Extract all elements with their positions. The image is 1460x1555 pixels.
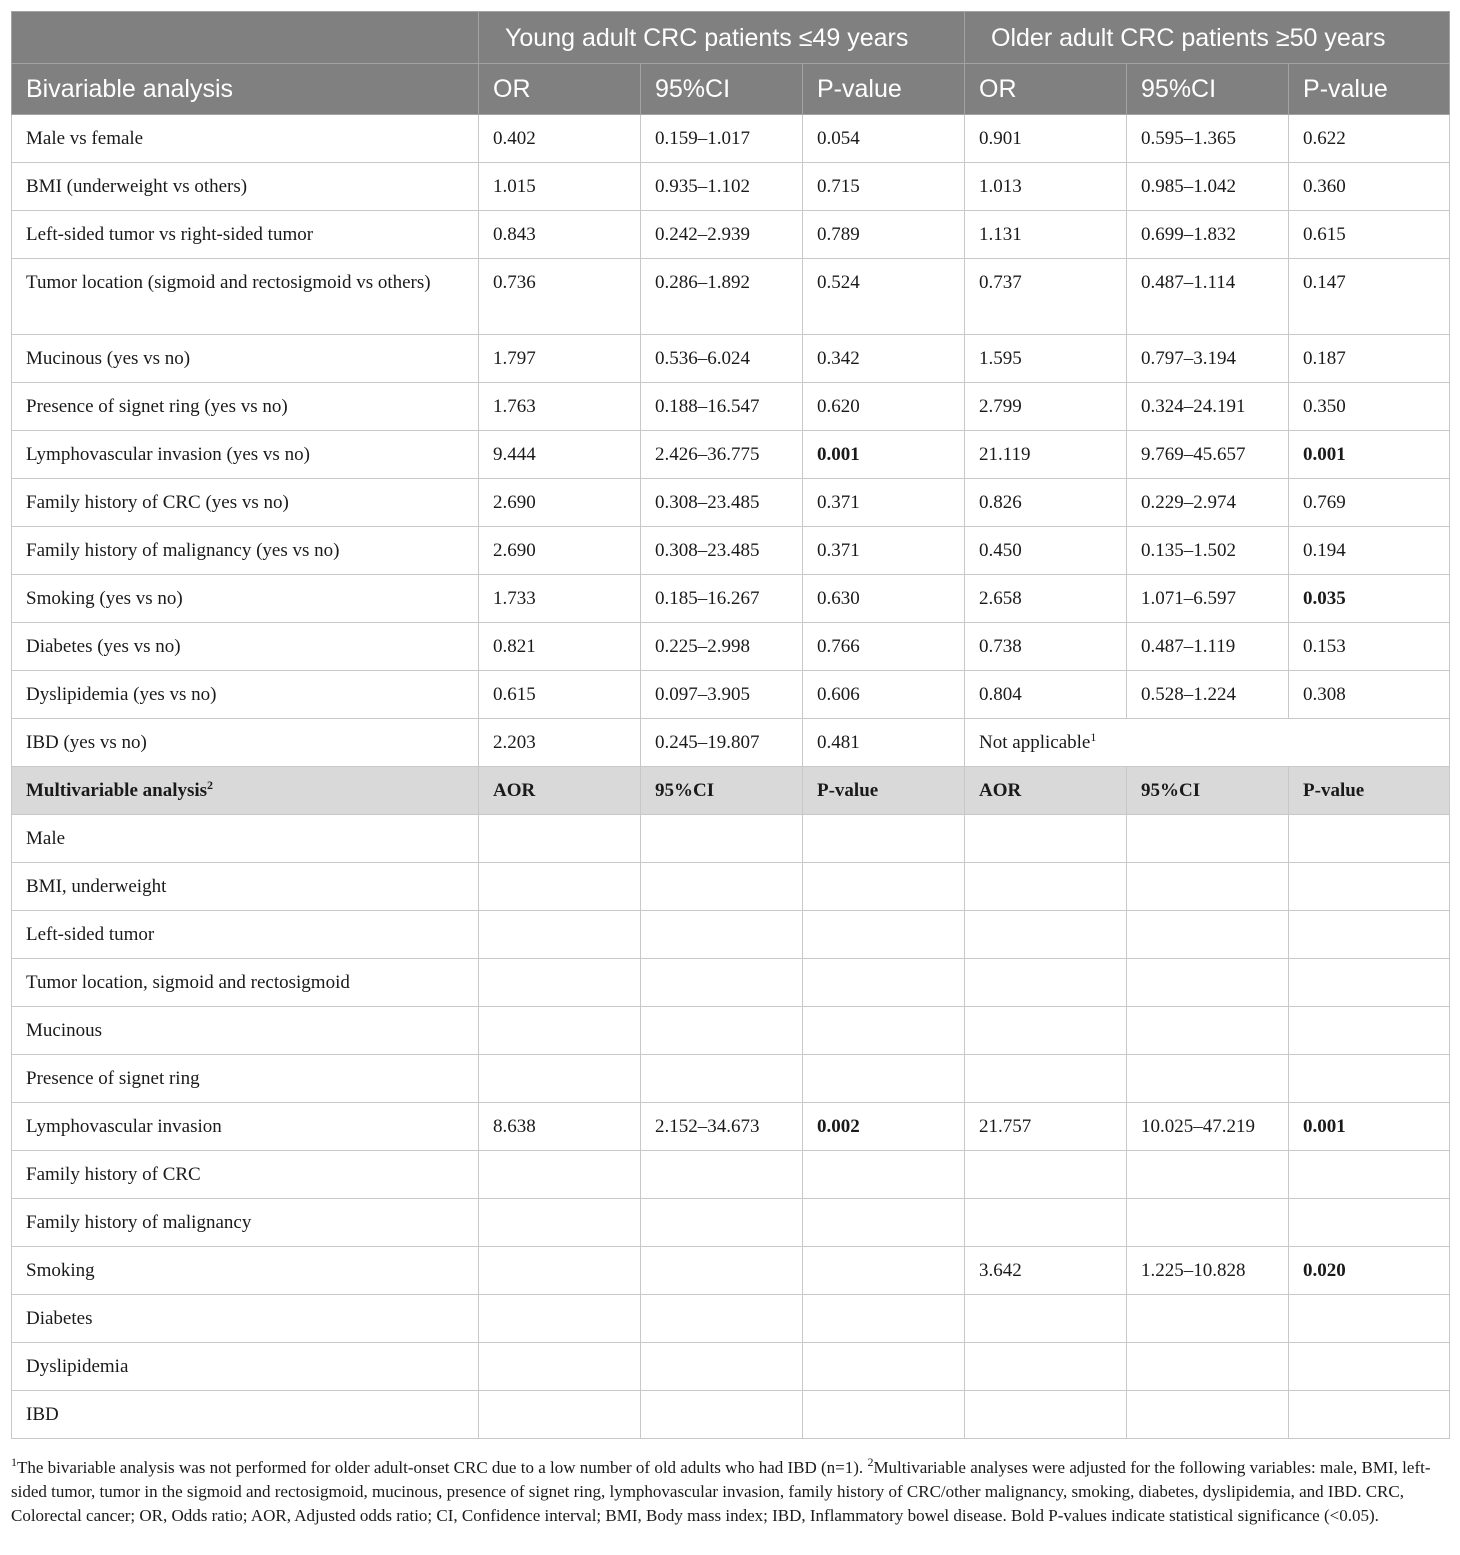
cell-y-p: 0.371 (803, 479, 965, 527)
cell-y-p: 0.789 (803, 211, 965, 259)
cell-o-p: 0.769 (1289, 479, 1450, 527)
table-row (12, 479, 1450, 527)
cell-o-ci (1127, 863, 1289, 911)
cell-o-ci: 0.985–1.042 (1127, 163, 1289, 211)
cell-o-or (965, 1199, 1127, 1247)
cell-y-ci: 0.159–1.017 (641, 115, 803, 163)
multi-col-header: AOR (479, 767, 641, 815)
cell-o-ci: 0.528–1.224 (1127, 671, 1289, 719)
cell-y-ci: 0.185–16.267 (641, 575, 803, 623)
cell-y-or (479, 1247, 641, 1295)
cell-o-p (1289, 959, 1450, 1007)
cell-y-p (803, 1247, 965, 1295)
row-label: Diabetes (yes vs no) (12, 623, 479, 671)
cell-y-p (803, 1055, 965, 1103)
cell-o-p: 0.001 (1289, 431, 1450, 479)
cell-o-ci: 0.595–1.365 (1127, 115, 1289, 163)
cell-o-ci: 0.797–3.194 (1127, 335, 1289, 383)
footnote-ref-1: 1 (1090, 730, 1097, 744)
cell-y-p (803, 911, 965, 959)
not-applicable-text: Not applicable (979, 732, 1091, 753)
cell-y-ci: 0.935–1.102 (641, 163, 803, 211)
table-row (12, 1103, 1450, 1151)
multivariable-label: Multivariable analysis (26, 780, 208, 801)
col-header-old-ci: 95%CI (1127, 64, 1289, 115)
cell-y-ci (641, 959, 803, 1007)
table-row (12, 1391, 1450, 1439)
column-header-row (12, 64, 1450, 115)
cell-y-ci (641, 1295, 803, 1343)
cell-y-or: 0.402 (479, 115, 641, 163)
cell-y-p (803, 1391, 965, 1439)
cell-o-or (965, 1343, 1127, 1391)
cell-o-or: 0.737 (965, 259, 1127, 335)
row-label: Presence of signet ring (12, 1055, 479, 1103)
cell-o-ci: 0.487–1.114 (1127, 259, 1289, 335)
cell-o-or: 0.901 (965, 115, 1127, 163)
cell-o-p: 0.350 (1289, 383, 1450, 431)
cell-o-p: 0.001 (1289, 1103, 1450, 1151)
table-row (12, 383, 1450, 431)
table-row (12, 163, 1450, 211)
cell-o-or (965, 1151, 1127, 1199)
cell-y-ci (641, 815, 803, 863)
multi-col-header: AOR (965, 767, 1127, 815)
cell-y-p (803, 959, 965, 1007)
footnote-marker-2: 2 (867, 1455, 874, 1469)
cell-o-p: 0.020 (1289, 1247, 1450, 1295)
cell-o-p (1289, 911, 1450, 959)
cell-y-ci: 0.536–6.024 (641, 335, 803, 383)
cell-o-p (1289, 1151, 1450, 1199)
cell-y-or (479, 1151, 641, 1199)
table-row (12, 623, 1450, 671)
row-label: Male (12, 815, 479, 863)
cell-o-p (1289, 1007, 1450, 1055)
cell-y-or: 0.821 (479, 623, 641, 671)
cell-y-p: 0.054 (803, 115, 965, 163)
cell-o-ci: 0.229–2.974 (1127, 479, 1289, 527)
cell-y-p: 0.002 (803, 1103, 965, 1151)
col-header-young-ci: 95%CI (641, 64, 803, 115)
footnote-text-2: Multivariable analyses were adjusted for the following variables: male, BMI, left-sided tumor, tumor in the sigmoid and rectosigmoid, mucinous, presence of signet ring, lymphovascular invasion, family history of CRC/other malignancy, smoking, diabetes, dyslipidemia, and IBD. CRC, Colorectal cancer; OR, Odds ratio; AOR, Adjusted odds ratio; CI, Confidence interval; BMI, Body mass index; IBD, Inflammatory bowel disease. Bold P-values indicate statistical significance (<0.05). (11, 1458, 1431, 1525)
cell-y-p (803, 1151, 965, 1199)
col-header-young-or: OR (479, 64, 641, 115)
cell-o-ci (1127, 1199, 1289, 1247)
cell-y-p (803, 1295, 965, 1343)
row-label: Tumor location (sigmoid and rectosigmoid vs others) (12, 259, 479, 335)
cell-y-ci: 0.308–23.485 (641, 479, 803, 527)
cell-y-p: 0.371 (803, 527, 965, 575)
multi-col-header: P-value (803, 767, 965, 815)
section-label-multivariable (12, 767, 479, 815)
cell-y-or: 2.203 (479, 719, 641, 767)
cell-o-ci (1127, 1295, 1289, 1343)
cell-o-p (1289, 1391, 1450, 1439)
row-label: Male vs female (12, 115, 479, 163)
cell-y-p: 0.766 (803, 623, 965, 671)
row-label: Family history of CRC (yes vs no) (12, 479, 479, 527)
cell-y-ci (641, 1055, 803, 1103)
cell-o-or: 0.804 (965, 671, 1127, 719)
cell-y-ci: 0.225–2.998 (641, 623, 803, 671)
cell-y-p (803, 815, 965, 863)
table-row (12, 527, 1450, 575)
cell-y-ci: 0.245–19.807 (641, 719, 803, 767)
cell-o-p: 0.035 (1289, 575, 1450, 623)
cell-y-ci (641, 1391, 803, 1439)
cell-o-ci (1127, 1343, 1289, 1391)
multivariable-header-row (12, 767, 1450, 815)
cell-o-ci: 0.487–1.119 (1127, 623, 1289, 671)
table-row (12, 671, 1450, 719)
row-label: Dyslipidemia (12, 1343, 479, 1391)
cell-o-p (1289, 815, 1450, 863)
table-row (12, 1247, 1450, 1295)
row-label: Lymphovascular invasion (yes vs no) (12, 431, 479, 479)
row-label: BMI (underweight vs others) (12, 163, 479, 211)
cell-y-or (479, 911, 641, 959)
table-row (12, 1343, 1450, 1391)
cell-o-p: 0.194 (1289, 527, 1450, 575)
cell-y-ci: 2.426–36.775 (641, 431, 803, 479)
cell-o-or: 0.826 (965, 479, 1127, 527)
table-row (12, 959, 1450, 1007)
row-label: Tumor location, sigmoid and rectosigmoid (12, 959, 479, 1007)
col-header-old-p: P-value (1289, 64, 1450, 115)
cell-o-ci (1127, 959, 1289, 1007)
group-header-empty (12, 12, 479, 64)
cell-o-or: 21.757 (965, 1103, 1127, 1151)
table-row (12, 259, 1450, 335)
row-label: Diabetes (12, 1295, 479, 1343)
group-header-row (12, 12, 1450, 64)
cell-y-ci (641, 1151, 803, 1199)
cell-o-p: 0.615 (1289, 211, 1450, 259)
cell-y-ci (641, 863, 803, 911)
cell-o-p: 0.308 (1289, 671, 1450, 719)
cell-y-or (479, 1007, 641, 1055)
table-row (12, 1151, 1450, 1199)
cell-o-or: 2.799 (965, 383, 1127, 431)
cell-y-ci (641, 1247, 803, 1295)
row-label: Family history of malignancy (yes vs no) (12, 527, 479, 575)
cell-y-p: 0.620 (803, 383, 965, 431)
table-row (12, 575, 1450, 623)
table-row (12, 911, 1450, 959)
cell-o-p: 0.147 (1289, 259, 1450, 335)
cell-y-p: 0.001 (803, 431, 965, 479)
table-row (12, 115, 1450, 163)
cell-y-ci (641, 1199, 803, 1247)
not-applicable-cell (965, 719, 1450, 767)
cell-y-ci (641, 1343, 803, 1391)
row-label: Family history of CRC (12, 1151, 479, 1199)
cell-y-ci (641, 1007, 803, 1055)
cell-o-ci: 1.071–6.597 (1127, 575, 1289, 623)
cell-o-p (1289, 1055, 1450, 1103)
cell-o-or (965, 1007, 1127, 1055)
cell-y-or (479, 1199, 641, 1247)
table-row (12, 815, 1450, 863)
cell-y-p: 0.342 (803, 335, 965, 383)
cell-o-ci (1127, 911, 1289, 959)
row-label: Mucinous (yes vs no) (12, 335, 479, 383)
cell-y-p (803, 1199, 965, 1247)
cell-y-or: 0.736 (479, 259, 641, 335)
row-label: Family history of malignancy (12, 1199, 479, 1247)
cell-o-p: 0.622 (1289, 115, 1450, 163)
cell-o-or: 0.450 (965, 527, 1127, 575)
cell-y-or (479, 959, 641, 1007)
group-header-young: Young adult CRC patients ≤49 years (479, 12, 965, 64)
cell-o-or: 1.013 (965, 163, 1127, 211)
footnote-marker-1: 1 (11, 1455, 17, 1469)
row-label: Left-sided tumor (12, 911, 479, 959)
cell-y-or: 1.797 (479, 335, 641, 383)
table-row (12, 335, 1450, 383)
cell-y-or: 8.638 (479, 1103, 641, 1151)
table-row (12, 1199, 1450, 1247)
row-label: Lymphovascular invasion (12, 1103, 479, 1151)
row-label: IBD (yes vs no) (12, 719, 479, 767)
cell-o-ci (1127, 815, 1289, 863)
cell-y-p (803, 1007, 965, 1055)
cell-o-or: 21.119 (965, 431, 1127, 479)
footnote-ref-2: 2 (207, 778, 214, 792)
cell-y-or: 2.690 (479, 479, 641, 527)
cell-o-ci: 9.769–45.657 (1127, 431, 1289, 479)
cell-y-or (479, 863, 641, 911)
row-label: Presence of signet ring (yes vs no) (12, 383, 479, 431)
table-row (12, 211, 1450, 259)
row-label: Mucinous (12, 1007, 479, 1055)
cell-y-or: 0.843 (479, 211, 641, 259)
cell-o-or (965, 815, 1127, 863)
table-row (12, 431, 1450, 479)
cell-o-or: 3.642 (965, 1247, 1127, 1295)
cell-o-p: 0.187 (1289, 335, 1450, 383)
cell-y-or: 1.763 (479, 383, 641, 431)
cell-o-p: 0.153 (1289, 623, 1450, 671)
cell-o-or: 1.131 (965, 211, 1127, 259)
cell-y-ci: 0.188–16.547 (641, 383, 803, 431)
cell-o-ci (1127, 1151, 1289, 1199)
cell-y-ci: 2.152–34.673 (641, 1103, 803, 1151)
cell-o-or (965, 863, 1127, 911)
cell-o-ci: 0.135–1.502 (1127, 527, 1289, 575)
row-label: IBD (12, 1391, 479, 1439)
cell-y-ci: 0.242–2.939 (641, 211, 803, 259)
multi-col-header: 95%CI (1127, 767, 1289, 815)
cell-y-p: 0.630 (803, 575, 965, 623)
cell-o-or (965, 1295, 1127, 1343)
cell-o-ci: 10.025–47.219 (1127, 1103, 1289, 1151)
results-table (11, 11, 1450, 1439)
cell-y-or (479, 1343, 641, 1391)
cell-y-or: 1.015 (479, 163, 641, 211)
cell-y-p: 0.606 (803, 671, 965, 719)
table-row (12, 719, 1450, 767)
cell-o-ci (1127, 1055, 1289, 1103)
row-label: Left-sided tumor vs right-sided tumor (12, 211, 479, 259)
cell-o-p (1289, 1199, 1450, 1247)
col-header-old-or: OR (965, 64, 1127, 115)
cell-y-ci: 0.286–1.892 (641, 259, 803, 335)
table-row (12, 1295, 1450, 1343)
group-header-old: Older adult CRC patients ≥50 years (965, 12, 1450, 64)
cell-o-ci (1127, 1391, 1289, 1439)
row-label: Smoking (12, 1247, 479, 1295)
cell-y-p (803, 863, 965, 911)
row-label: BMI, underweight (12, 863, 479, 911)
footnote-text-1: The bivariable analysis was not performed for older adult-onset CRC due to a low number of old adults who had IBD (n=1). (17, 1458, 868, 1477)
cell-o-or: 1.595 (965, 335, 1127, 383)
cell-y-p: 0.524 (803, 259, 965, 335)
cell-y-or: 0.615 (479, 671, 641, 719)
cell-y-p (803, 1343, 965, 1391)
cell-y-ci: 0.097–3.905 (641, 671, 803, 719)
cell-o-p (1289, 1295, 1450, 1343)
row-label: Smoking (yes vs no) (12, 575, 479, 623)
results-table-container (11, 11, 1449, 1439)
cell-y-or (479, 1391, 641, 1439)
cell-o-or (965, 1391, 1127, 1439)
cell-y-p: 0.715 (803, 163, 965, 211)
cell-y-or (479, 1055, 641, 1103)
row-label: Dyslipidemia (yes vs no) (12, 671, 479, 719)
cell-y-p: 0.481 (803, 719, 965, 767)
cell-o-or (965, 959, 1127, 1007)
cell-o-ci: 1.225–10.828 (1127, 1247, 1289, 1295)
cell-y-or: 2.690 (479, 527, 641, 575)
cell-o-p: 0.360 (1289, 163, 1450, 211)
multi-col-header: P-value (1289, 767, 1450, 815)
cell-o-p (1289, 863, 1450, 911)
cell-o-or: 2.658 (965, 575, 1127, 623)
col-header-young-p: P-value (803, 64, 965, 115)
cell-o-or: 0.738 (965, 623, 1127, 671)
table-row (12, 863, 1450, 911)
cell-y-or: 1.733 (479, 575, 641, 623)
cell-o-or (965, 911, 1127, 959)
table-row (12, 1007, 1450, 1055)
cell-o-ci (1127, 1007, 1289, 1055)
multi-col-header: 95%CI (641, 767, 803, 815)
cell-y-or (479, 815, 641, 863)
table-row (12, 1055, 1450, 1103)
cell-y-or (479, 1295, 641, 1343)
section-label-bivariable: Bivariable analysis (12, 64, 479, 115)
cell-y-ci (641, 911, 803, 959)
cell-y-ci: 0.308–23.485 (641, 527, 803, 575)
cell-o-or (965, 1055, 1127, 1103)
footnote (11, 1456, 1449, 1528)
cell-o-ci: 0.324–24.191 (1127, 383, 1289, 431)
cell-o-ci: 0.699–1.832 (1127, 211, 1289, 259)
cell-y-or: 9.444 (479, 431, 641, 479)
cell-o-p (1289, 1343, 1450, 1391)
